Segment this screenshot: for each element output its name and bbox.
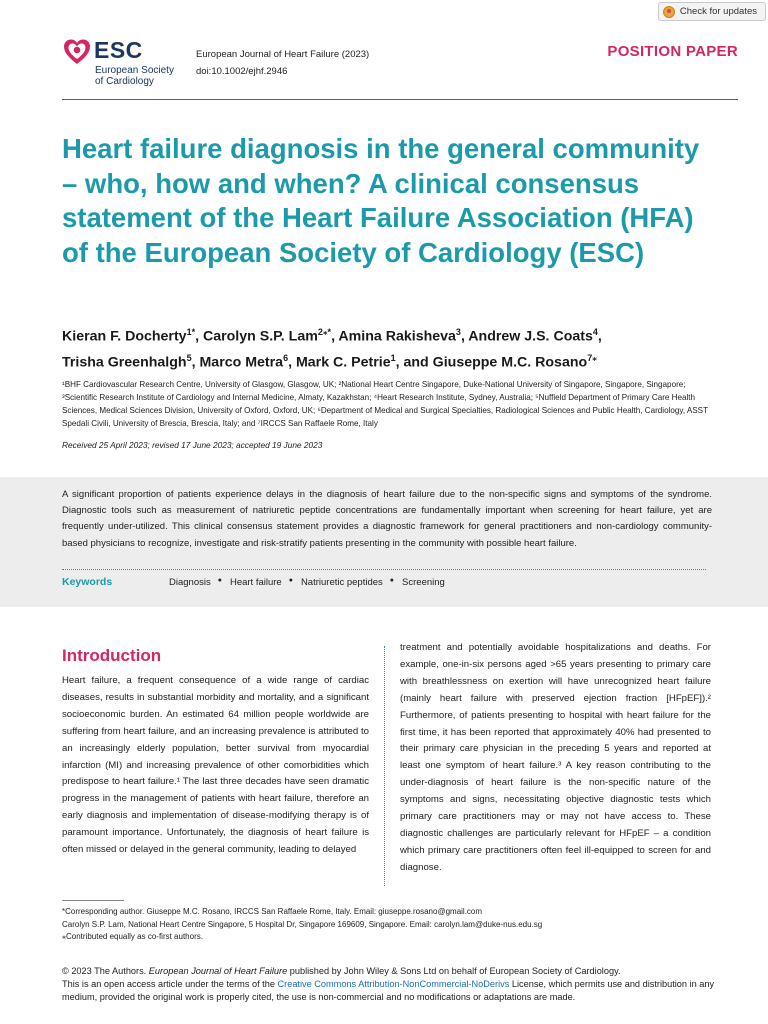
keyword-bullet-icon: ● — [389, 577, 395, 584]
heart-icon — [62, 37, 92, 67]
article-title: Heart failure diagnosis in the general community – who, how and when? A clinical consensus statement of the Heart Failure Association (HFA) of the European Society of Cardiology (ESC) — [62, 133, 700, 268]
author-name: Marco Metra — [199, 354, 284, 371]
keywords-label: Keywords — [62, 576, 113, 588]
author-name: Andrew J.S. Coats — [468, 328, 593, 345]
footnote-corresponding-1: *Corresponding author. Giuseppe M.C. Rosano, IRCCS San Raffaele Rome, Italy. Email: giuseppe.rosano@gmail.com — [62, 907, 483, 916]
keyword: Diagnosis — [169, 577, 211, 588]
section-heading: Introduction — [62, 646, 162, 665]
body-column-left: Heart failure, a frequent consequence of a wide range of cardiac diseases, results in substantial morbidity and mortality, and a significant socioeconomic burden. An estimated 64 million people worldwide are suffering from heart failure, and an increasing prevalence is attributed to an increasingly elderly population, better survival from myocardial infarction (MI) and increasing prevalence of other comorbidities which predispose to heart failure.¹ The last three decades have seen dramatic progress in the management of patients with heart failure, therefore an early diagnosis and implementation of disease-modifying therapy is of paramount importance. Unfortunately, the diagnosis of heart failure is often missed or delayed in the general community, leading to delayed — [62, 675, 369, 856]
author-affiliation-marker: 5 — [186, 353, 192, 364]
author-separator: , and — [395, 354, 433, 371]
header-divider — [62, 99, 738, 100]
keyword-bullet-icon: ● — [288, 577, 293, 584]
body-column-right: treatment and potentially avoidable hospitalizations and deaths. For example, one-in-six persons aged >65 years presenting to primary care with breathlessness on exertion will have unrecognized heart failure (mainly heart failure with preserved ejection fraction [HFpEF]).² Furthermore, of patients presenting to hospital with heart failure for the first time, it has been reported that approximately 40% had presented to their primary care physician in the preceding 5 years and reported at least one symptom of heart failure.³ A key reason contributing to the under-diagnosis of heart failure is the non-specific nature of the symptoms and signs, necessitating objective diagnostic tests which primary care practitioners may or may not have access to. These diagnostic challenges are particularly relevant for HFpEF – a condition which primary care practitioners often feel ill-equipped to screen for and diagnose. — [400, 642, 711, 873]
abstract-text: A significant proportion of patients experience delays in the diagnosis of heart failure due to the non-specific signs and symptoms of the syndrome. Diagnostic tools such as measurement of natriuretic peptide concentrations are fundamentally important when screening for heart failure, yet are frequently under-utilized. This clinical consensus statement provides a diagnostic framework for general practitioners and non-cardiology community-based physicians to recognize, investigate and risk-stratify patients presenting in the community with possible heart failure. — [62, 489, 712, 549]
column-divider — [384, 646, 385, 886]
logo-society-name: European Society of Cardiology — [95, 65, 174, 87]
copyright-notice: © 2023 The Authors. European Journal of Heart Failure published by John Wiley & Sons Ltd on behalf of European Society of Cardiology. This is an open access article under the terms of the Creative Commons Attribution-NonCommercial-NoDerivs License, which permits use and distribution in any medium, provided the original work is properly cited, the use is non-commercial and no modifications or adaptations are made. — [62, 966, 715, 1002]
author-affiliation-marker: 1 — [390, 353, 396, 364]
author-affiliation-marker: 7⁎ — [587, 353, 597, 364]
license-link[interactable]: Creative Commons Attribution-NonCommercial-NoDerivs — [277, 978, 510, 989]
keyword: Natriuretic peptides — [300, 577, 383, 588]
author-affiliation-marker: 4 — [592, 327, 598, 337]
keyword: Screening — [402, 577, 445, 588]
esc-logo — [62, 37, 192, 93]
keywords-list — [169, 577, 445, 588]
check-for-updates-label: Check for updates — [679, 6, 757, 17]
crossmark-icon — [663, 6, 675, 18]
author-separator: , — [191, 354, 200, 371]
received-dates: Received 25 April 2023; revised 17 June 2023; accepted 19 June 2023 — [62, 440, 323, 450]
footnote-divider — [62, 900, 124, 901]
author-name: Carolyn S.P. Lam — [202, 328, 318, 345]
author-name: Mark C. Petrie — [295, 354, 391, 371]
author-separator: , — [288, 354, 296, 371]
check-for-updates-button[interactable] — [658, 2, 766, 21]
keywords-divider — [62, 569, 706, 570]
author-separator: , — [460, 328, 469, 345]
journal-info — [196, 46, 369, 80]
author-name: Amina Rakisheva — [338, 328, 456, 345]
journal-doi[interactable]: doi:10.1002/ejhf.2946 — [196, 66, 288, 77]
journal-name-italic: European Journal of Heart Failure — [148, 966, 288, 976]
logo-wordmark: ESC — [94, 37, 143, 63]
author-name: Giuseppe M.C. Rosano — [432, 354, 588, 371]
keyword-bullet-icon: ● — [217, 577, 222, 584]
footnote-corresponding-2: Carolyn S.P. Lam, National Heart Centre Singapore, 5 Hospital Dr, Singapore 169609, Singapore. Email: carolyn.lam@duke-nus.edu.sg — [62, 919, 543, 929]
journal-citation: European Journal of Heart Failure (2023) — [196, 49, 370, 60]
author-separator: , — [331, 328, 339, 345]
author-affiliation-marker: 6 — [283, 353, 289, 364]
author-list — [62, 322, 732, 374]
author-separator: , — [597, 328, 606, 345]
author-separator: , — [195, 328, 203, 345]
paper-type: POSITION PAPER — [607, 43, 738, 60]
author-affiliation-marker: 2⁎* — [317, 327, 332, 337]
author-name: Trisha Greenhalgh — [62, 354, 187, 371]
keyword: Heart failure — [229, 577, 282, 588]
footnotes — [62, 906, 722, 944]
author-name: Kieran F. Docherty — [62, 328, 187, 345]
affiliations: ¹BHF Cardiovascular Research Centre, University of Glasgow, Glasgow, UK; ²National Heart Centre Singapore, Duke-National University of Singapore, Singapore, Singapore; ³Scientific Research Institute of Cardiology and Internal Medicine, Almaty, Kazakhstan; ⁴Heart Research Institute, Sydney, Australia; ⁵Nuffield Department of Primary Care Health Sciences, Medical Sciences Division, University of Oxford, Oxford, UK; ⁶Department of Medical and Surgical Specialties, Radiological Sciences and Public Health, Cardiology, ASST Spedali Civili, University of Brescia, Brescia, Italy; and ⁷IRCCS San Raffaele Rome, Italy — [62, 380, 708, 428]
author-affiliation-marker: 1* — [186, 327, 196, 337]
author-affiliation-marker: 3 — [455, 327, 461, 337]
footnote-equal-contribution: ⁎Contributed equally as co-first authors. — [62, 932, 203, 941]
